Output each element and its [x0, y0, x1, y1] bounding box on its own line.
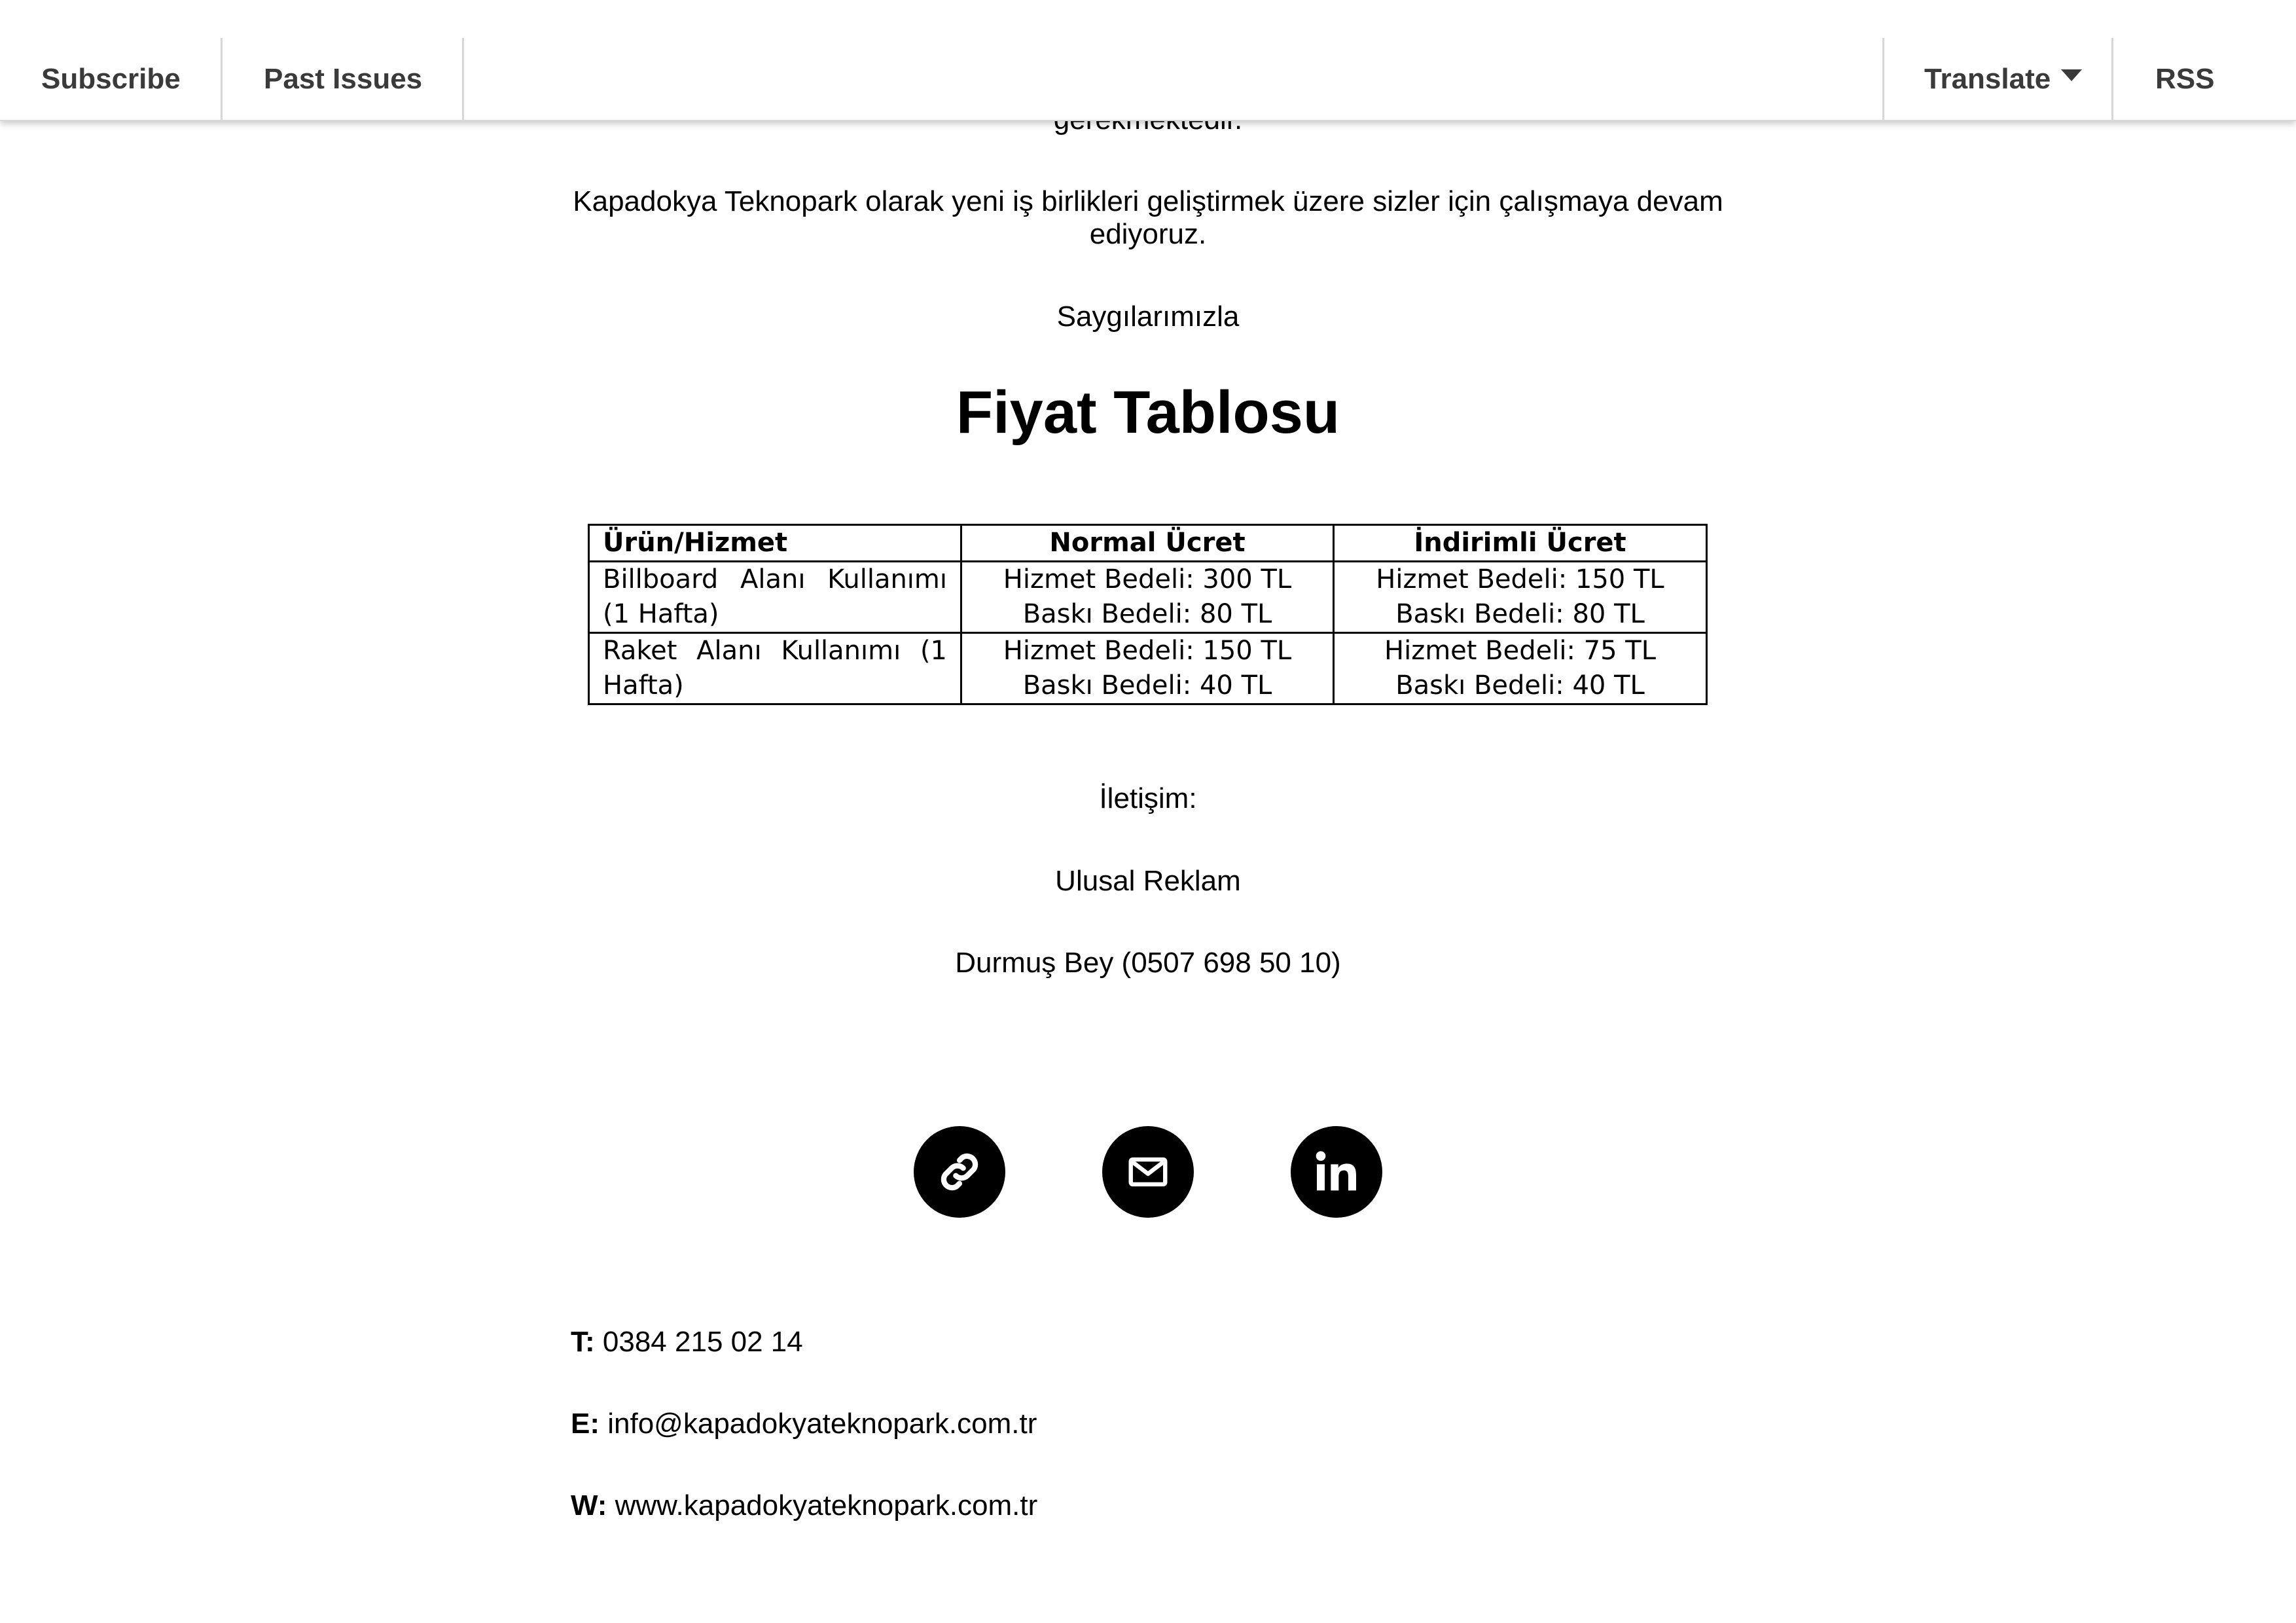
footer-website [571, 1489, 1037, 1523]
linkedin-link-button[interactable] [1291, 1126, 1382, 1218]
translate-dropdown[interactable] [1924, 38, 2082, 120]
email-label: E: [571, 1408, 600, 1440]
column-header-discount-price: İndirimli Ücret [1334, 525, 1707, 562]
contact-label: İletişim: [1099, 782, 1197, 814]
website-link[interactable]: www.kapadokyateknopark.com.tr [615, 1489, 1038, 1522]
print-fee: Baskı Bedeli: 80 TL [1022, 599, 1272, 629]
link-icon [935, 1147, 984, 1197]
print-fee: Baskı Bedeli: 80 TL [1395, 599, 1645, 629]
product-name-cell: Billboard Alanı Kullanımı (1 Hafta) [589, 562, 961, 633]
nav-divider [462, 38, 464, 120]
service-fee: Hizmet Bedeli: 75 TL [1384, 636, 1656, 666]
closing-text: Saygılarımızla [1056, 301, 1240, 333]
chevron-down-icon [2061, 69, 2082, 81]
subscribe-link[interactable]: Subscribe [41, 62, 181, 95]
product-name-cell: Raket Alanı Kullanımı (1 Hafta) [589, 633, 961, 704]
translate-label: Translate [1924, 62, 2051, 95]
top-nav-bar [0, 0, 2296, 121]
email-link-button[interactable] [1102, 1126, 1194, 1218]
table-row [589, 633, 1707, 704]
column-header-product: Ürün/Hizmet [589, 525, 961, 562]
print-fee: Baskı Bedeli: 40 TL [1022, 670, 1272, 701]
discount-price-cell [1334, 633, 1707, 704]
phone-number: 0384 215 02 14 [602, 1326, 803, 1358]
service-fee: Hizmet Bedeli: 150 TL [1376, 564, 1664, 594]
email-address-link[interactable]: info@kapadokyateknopark.com.tr [607, 1408, 1037, 1440]
print-fee: Baskı Bedeli: 40 TL [1395, 670, 1645, 701]
website-label: W: [571, 1489, 607, 1522]
nav-divider [1882, 38, 1884, 120]
footer-phone [571, 1325, 803, 1359]
phone-label: T: [571, 1326, 595, 1358]
normal-price-cell [961, 562, 1334, 633]
past-issues-link[interactable]: Past Issues [264, 62, 423, 95]
mail-icon [1125, 1149, 1171, 1195]
nav-divider [2111, 38, 2113, 120]
website-link-button[interactable] [914, 1126, 1005, 1218]
service-fee: Hizmet Bedeli: 150 TL [1003, 636, 1292, 666]
service-fee: Hizmet Bedeli: 300 TL [1003, 564, 1292, 594]
discount-price-cell [1334, 562, 1707, 633]
price-table [588, 524, 1708, 705]
table-header-row [589, 525, 1707, 562]
intro-paragraph: Kapadokya Teknopark olarak yeni iş birlikleri geliştirmek üzere sizler için çalışmaya devam ediyoruz. [573, 185, 1723, 250]
contact-person: Durmuş Bey (0507 698 50 10) [955, 947, 1341, 979]
table-row [589, 562, 1707, 633]
column-header-normal-price: Normal Ücret [961, 525, 1334, 562]
contact-company: Ulusal Reklam [1055, 865, 1241, 897]
linkedin-icon [1310, 1146, 1363, 1198]
price-table-title: Fiyat Tablosu [956, 379, 1340, 446]
footer-email [571, 1407, 1037, 1441]
rss-link[interactable]: RSS [2155, 62, 2215, 95]
nav-divider [221, 38, 223, 120]
normal-price-cell [961, 633, 1334, 704]
